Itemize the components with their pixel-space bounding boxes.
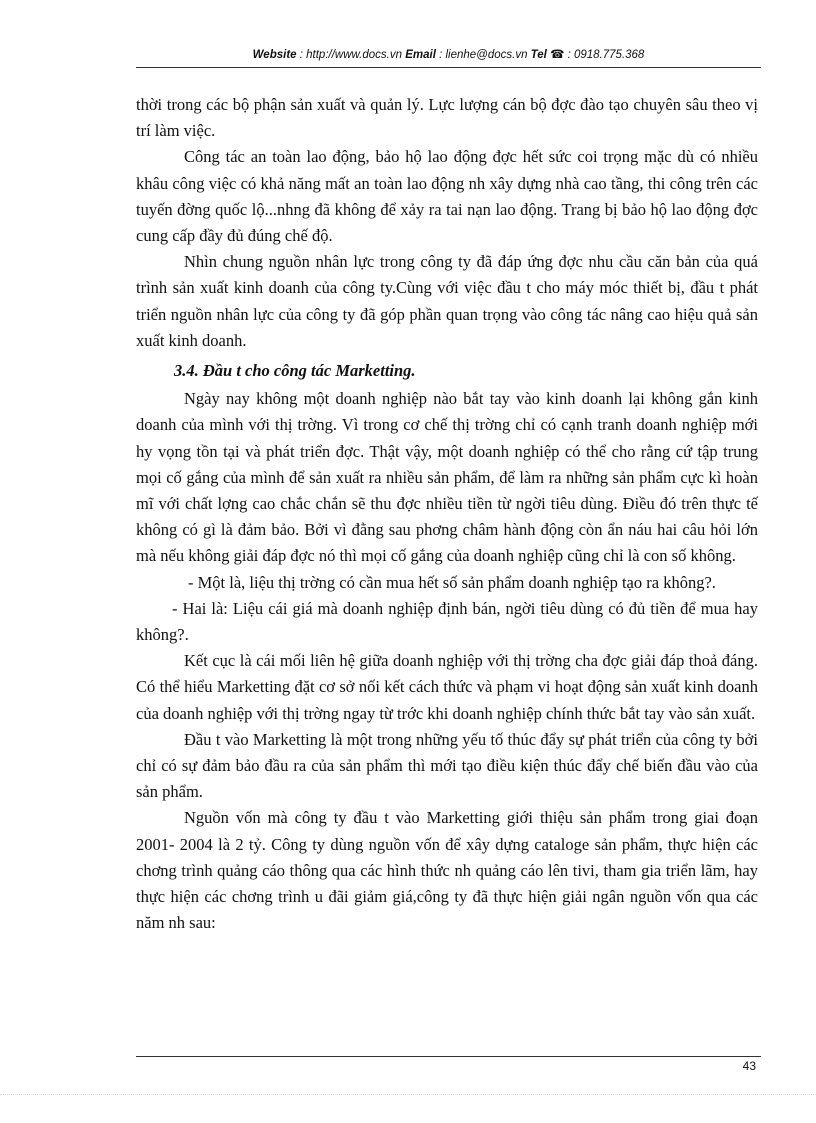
list-item-question-1: - Một là, liệu thị trờng có cần mua hết số sản phẩm doanh nghiệp tạo ra không?. — [188, 572, 716, 592]
page-number: 43 — [742, 1059, 756, 1073]
email-value: : lienhe@docs.vn — [435, 49, 531, 61]
page-body — [136, 92, 758, 937]
email-label: Email — [405, 49, 436, 61]
website-value: : http://www.docs.vn — [296, 49, 406, 61]
paragraph-funding: Nguồn vốn mà công ty đầu t vào Marketting giới thiệu sản phẩm trong giai đoạn 2001- 2004 là 2 tỷ. Công ty dùng nguồn vốn để xây dựng cataloge sản phẩm, thực hiện các chơng trình quảng cáo thông qua các hình thức nh quảng cáo lên tivi, tham gia triển lãm, hay thực hiện các chơng trình u đãi giảm giá,công ty đã thực hiện giải ngân nguồn vốn qua các năm nh sau: — [136, 808, 758, 933]
list-item-question-2: - Hai là: Liệu cái giá mà doanh nghiệp định bán, ngời tiêu dùng có đủ tiền để mua hay không?. — [136, 598, 758, 645]
section-heading: 3.4. Đầu t cho công tác Marketting. — [174, 361, 416, 381]
paragraph-marketing-link: Kết cục là cái mối liên hệ giữa doanh nghiệp với thị trờng cha đợc giải đáp thoả đáng. Có thể hiểu Marketting đặt cơ sở nối kết cách thức và phạm vi hoạt động sản xuất kinh doanh của doanh nghiệp với thị trờng ngay từ trớc khi doanh nghiệp chính thức bắt tay vào sản xuất. — [136, 651, 758, 723]
paragraph-safety: Công tác an toàn lao động, bảo hộ lao động đợc hết sức coi trọng mặc dù có nhiều khâu công việc có khả năng mất an toàn lao động nh xây dựng nhà cao tầng, thi công trên các tuyến đờng quốc lộ...nhng đã không để xảy ra tai nạn lao động. Trang bị bảo hộ lao động đợc cung cấp đầy đủ đúng chế độ. — [136, 147, 758, 246]
footer-divider — [136, 1056, 761, 1057]
paragraph-human-resources: Nhìn chung nguồn nhân lực trong công ty đã đáp ứng đợc nhu cầu căn bản của quá trình sản xuất kinh doanh của công ty.Cùng với việc đầu t cho máy móc thiết bị, đầu t phát triển nguồn nhân lực của công ty đã góp phần quan trọng vào công tác nâng cao hiệu quả sản xuất kinh doanh. — [136, 252, 758, 350]
paragraph-investment: Đầu t vào Marketting là một trong những yếu tố thúc đẩy sự phát triển của công ty bởi chỉ có sự đảm bảo đầu ra của sản phẩm thì mới tạo điều kiện thúc đẩy chế biến đầu vào của sản phẩm. — [136, 729, 758, 802]
website-label: Website — [252, 49, 297, 61]
tel-label: Tel — [530, 49, 547, 61]
paragraph-market: Ngày nay không một doanh nghiệp nào bắt tay vào kinh doanh lại không gắn kinh doanh của mình với thị trờng. Vì trong cơ chế thị trờng chỉ có cạnh tranh doanh nghiệp mới hy vọng tồn tại và phát triển đợc. Thật vậy, một doanh nghiệp có thể cho rằng cứ tập trung mọi cố gắng của mình để sản xuất ra nhiều sản phẩm, để làm ra những sản phẩm cực kì hoàn mĩ với chất lợng cao chắc chắn sẽ thu đợc nhiều tiền từ ngời tiêu dùng. Điều đó trên thực tế không có gì là đảm bảo. Bởi vì đằng sau phơng châm hành động còn ẩn náu hai câu hỏi lớn mà nếu không giải đáp đợc nó thì mọi cố gắng của doanh nghiệp cũng chỉ là con số không. — [136, 389, 758, 566]
header-divider — [136, 67, 761, 68]
tel-value: ☎ : 0918.775.368 — [546, 49, 645, 61]
page-edge-dotted-line — [0, 1094, 816, 1095]
page-header — [136, 47, 761, 65]
paragraph-continued: thời trong các bộ phận sản xuất và quản lý. Lực lượng cán bộ đợc đào tạo chuyên sâu theo vị trí làm việc. — [136, 95, 758, 141]
